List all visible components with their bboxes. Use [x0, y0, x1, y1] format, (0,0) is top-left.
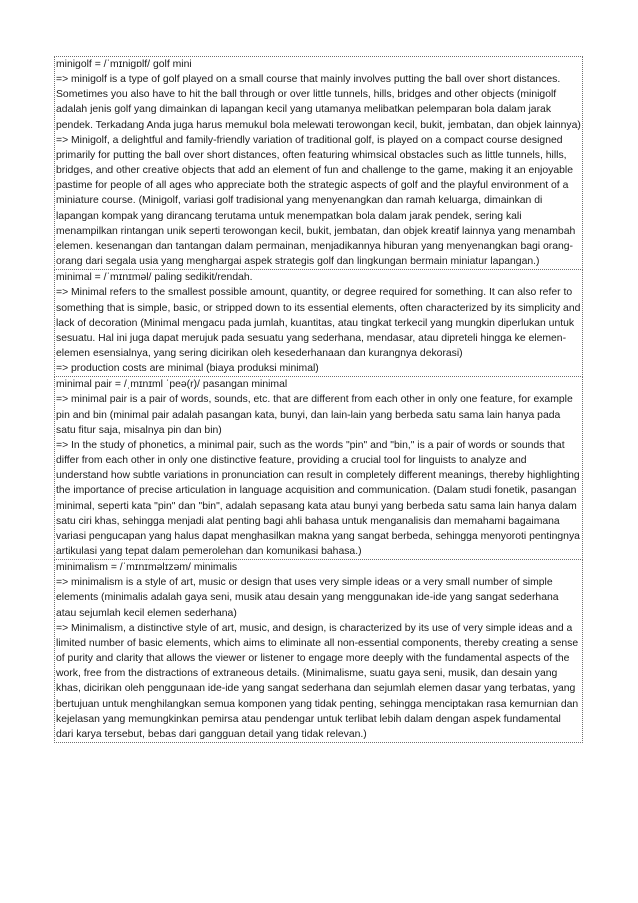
entry-definition: => minimal pair is a pair of words, sounds, etc. that are different from each other in only one feature, for example pin and bin (minimal pair adalah pasangan kata, bunyi, dan lain-lain yang berbeda satu sama lain hanya pada satu fitur saja, misalnya pin dan bin)	[56, 394, 573, 436]
entry-heading	[55, 377, 582, 392]
entry-translation: golf mini	[152, 59, 192, 70]
entry-heading	[55, 270, 582, 285]
entry-minimal	[54, 270, 583, 377]
entry-term: minimal pair = /ˌmɪnɪml ˈpeə(r)/	[56, 379, 200, 391]
entry-translation: minimalis	[193, 562, 238, 574]
entry-example: => production costs are minimal (biaya produksi minimal)	[56, 363, 319, 375]
entry-example: => Minimalism, a distinctive style of art, music, and design, is characterized by its use of very simple ideas and a limited number of basic elements, which aims to eliminate all non-essential components, thereby creating a sense of purity and clarity that allows the viewer or listener to engage more deeply with the fundamental aspects of the work, free from the distractions of extraneous details. (Minimalisme, suatu gaya seni, musik, dan desain yang khas, dicirikan oleh penggunaan ide-ide yang sangat sederhana dan sejumlah elemen dasar yang terbatas, yang bertujuan untuk menghilangkan semua komponen yang tidak penting, sehingga menciptakan rasa kemurnian dan kejelasan yang memungkinkan pemirsa atau pendengar untuk terlibat lebih dalam dengan aspek fundamental dari karya tersebut, bebas dari gangguan detail yang tidak relevan.)	[56, 622, 579, 740]
entry-definition: => Minimal refers to the smallest possible amount, quantity, or degree required for something. It can also refer to something that is simple, basic, or stripped down to its essential elements, often characterized by its simplicity and lack of decoration (Minimal mengacu pada jumlah, kuantitas, atau tingkat terkecil yang mungkin diperlukan untuk sesuatu. Hal ini juga dapat merujuk pada sesuatu yang sederhana, mendasar, atau dipreteli hingga ke elemen-elemen esensialnya, yang sering dicirikan oleh kesederhanaan dan kurangnya dekorasi)	[56, 287, 581, 359]
entry-definition: => minigolf is a type of golf played on a small course that mainly involves putting the ball over short distances. Sometimes you also have to hit the ball through or over little tunnels, hills, bridges and other objects (minigolf adalah jenis golf yang dimainkan di lapangan kecil yang utamanya melibatkan pelemparan bola dalam jarak pendek. Terkadang Anda juga harus memukul bola melewati terowongan kecil, bukit, jembatan, dan objek lainnya)	[56, 74, 581, 131]
glossary-document	[54, 56, 583, 743]
entry-example: => Minigolf, a delightful and family-friendly variation of traditional golf, is played on a compact course designed primarily for putting the ball over short distances, often featuring whimsical obstacles such as little tunnels, hills, bridges, and other creative objects that add an element of fun and challenge to the game, making it an enjoyable pastime for people of all ages who appreciate both the strategic aspects of golf and the playful environment of a miniature course. (Minigolf, variasi golf tradisional yang menyenangkan dan ramah keluarga, dimainkan di lapangan kompak yang dirancang terutama untuk menempatkan bola dalam jarak pendek, sering kali menampilkan rintangan unik seperti terowongan kecil, bukit, jembatan, dan objek kreatif lainnya yang menambah elemen. kesenangan dan tantangan dalam permainan, menjadikannya hiburan yang menyenangkan bagi orang-orang dari segala usia yang menghargai aspek strategis golf dan lingkungan bermain miniatur lapangan.)	[56, 134, 576, 268]
entry-definition: => minimalism is a style of art, music or design that uses very simple ideas or a very small number of simple elements (minimalis adalah gaya seni, musik atau desain yang menggunakan ide-ide yang sangat sederhana atau sejumlah kecil elemen sederhana)	[56, 577, 559, 619]
entry-translation: paling sedikit/rendah.	[154, 272, 253, 284]
entry-term: minigolf = /ˈmɪnigɒlf/	[56, 59, 151, 70]
entry-translation: pasangan minimal	[202, 379, 288, 391]
entry-heading	[55, 57, 582, 72]
entry-minimalism	[54, 560, 583, 743]
entry-example: => In the study of phonetics, a minimal pair, such as the words "pin" and "bin," is a pair of words or sounds that differ from each other in only one distinctive feature, providing a crucial tool for linguists to analyze and understand how subtle variations in pronunciation can result in completely different meanings, thereby highlighting the importance of precise articulation in language acquisition and communication. (Dalam studi fonetik, pasangan minimal, seperti kata "pin" dan "bin", adalah sepasang kata atau bunyi yang berbeda satu sama lain hanya dalam satu ciri khas, sehingga menjadi alat penting bagi ahli bahasa untuk menganalisis dan memahami bagaimana variasi pengucapan yang halus dapat menghasilkan makna yang sangat berbeda, sehingga menyoroti pentingnya artikulasi yang tepat dalam pemerolehan dan komunikasi bahasa.)	[56, 439, 580, 557]
entry-term: minimalism = /ˈmɪnɪməlɪzəm/	[56, 562, 191, 574]
entry-minimal-pair	[54, 377, 583, 560]
entry-heading	[55, 560, 582, 575]
entry-term: minimal = /ˈmɪnɪməl/	[56, 272, 152, 284]
entry-minigolf	[54, 56, 583, 270]
